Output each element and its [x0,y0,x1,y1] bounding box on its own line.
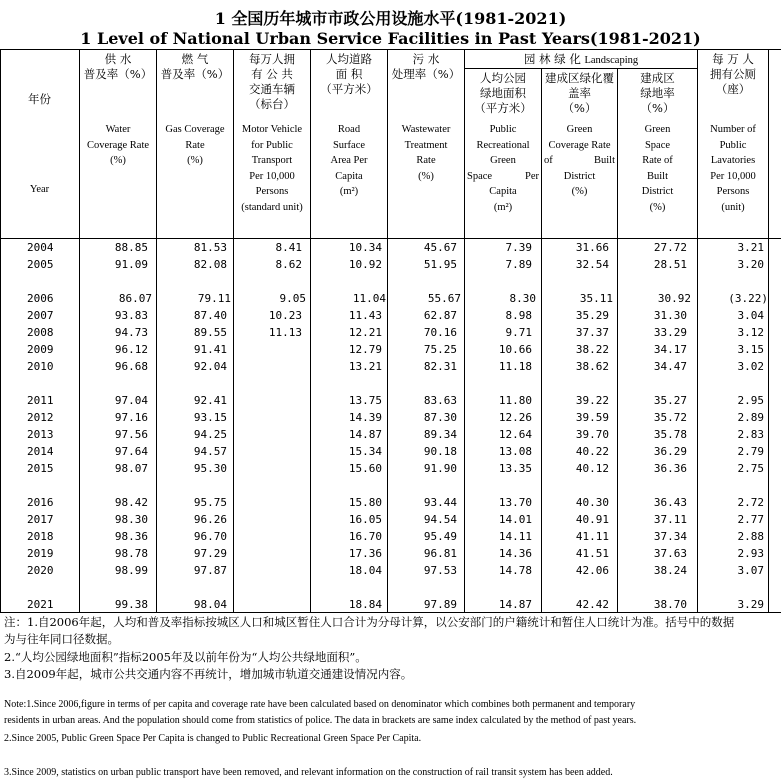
value-cell: 11.18 [498,360,532,373]
value-cell: 30.92 [657,292,691,305]
value-cell: 13.75 [348,394,382,407]
value-cell: 97.16 [114,411,148,424]
value-cell: 12.79 [348,343,382,356]
value-cell: 83.63 [423,394,457,407]
value-cell: 98.30 [114,513,148,526]
value-cell: 10.66 [498,343,532,356]
value-cell: 94.57 [193,445,227,458]
value-cell: 31.66 [575,241,609,254]
year-cell: 2005 [27,258,54,271]
value-cell: 2.75 [737,462,764,475]
header-water-cn: 供 水 普及率（%） [83,52,153,81]
value-cell: (3.22) [728,292,768,305]
value-cell: 37.63 [653,547,687,560]
value-cell: 88.85 [114,241,148,254]
note-cn-3: 3.自2009年起，城市公共交通内容不再统计，增加城市轨道交通建设情况内容。 [4,667,413,681]
value-cell: 79.11 [197,292,231,305]
value-cell: 2.88 [737,530,764,543]
value-cell: 98.99 [114,564,148,577]
value-cell: 2.93 [737,547,764,560]
header-greencov-en: Green Coverage Rate of Built District (%) [544,124,615,198]
value-cell: 8.62 [275,258,302,271]
value-cell: 37.34 [653,530,687,543]
header-gas-cn: 燃 气 普及率（%） [160,52,230,81]
year-cell: 2013 [27,428,54,441]
header-year-en: Year [29,184,50,195]
value-cell: 96.70 [193,530,227,543]
value-cell: 98.42 [114,496,148,509]
header-water-en: Water Coverage Rate (%) [86,124,150,167]
value-cell: 10.92 [348,258,382,271]
note-en-1b: residents in urban areas. And the population should come from statistics of police. The data in brackets are same index calculated by the method of past years. [4,715,637,726]
value-cell: 51.95 [423,258,457,271]
value-cell: 3.04 [737,309,764,322]
value-cell: 8.30 [509,292,536,305]
value-cell: 95.30 [193,462,227,475]
value-cell: 39.22 [575,394,609,407]
value-cell: 91.90 [423,462,457,475]
value-cell: 89.55 [193,326,227,339]
value-cell: 39.70 [575,428,609,441]
value-cell: 98.07 [114,462,148,475]
value-cell: 31.30 [653,309,687,322]
note-en-2: 2.Since 2005, Public Green Space Per Capita is changed to Public Recreational Green Space Per Capita. [4,733,422,744]
value-cell: 3.29 [737,598,764,611]
value-cell: 2.79 [737,445,764,458]
value-cell: 9.71 [505,326,532,339]
value-cell: 42.06 [575,564,609,577]
header-road-en: Road Surface Area Per Capita (m²) [330,124,368,198]
header-landscaping: 园 林 绿 化 Landscaping [523,52,639,66]
value-cell: 18.04 [348,564,382,577]
year-cell: 2007 [27,309,54,322]
value-cell: 97.64 [114,445,148,458]
value-cell: 2.77 [737,513,764,526]
value-cell: 3.12 [737,326,764,339]
title-en: 1 Level of National Urban Service Facilities in Past Years(1981-2021) [80,29,701,48]
value-cell: 89.34 [423,428,457,441]
value-cell: 81.53 [193,241,227,254]
value-cell: 14.87 [348,428,382,441]
header-park-cn: 人均公园 绿地面积 （平方米） [474,71,532,115]
value-cell: 35.72 [653,411,687,424]
value-cell: 94.73 [114,326,148,339]
value-cell: 27.72 [653,241,687,254]
value-cell: 3.15 [737,343,764,356]
header-transport-en: Motor Vehicle for Public Transport Per 10,000 Persons (standard unit) [241,124,303,213]
value-cell: 37.11 [653,513,687,526]
value-cell: 38.22 [575,343,609,356]
value-cell: 91.09 [114,258,148,271]
value-cell: 3.21 [737,241,764,254]
value-cell: 37.37 [575,326,609,339]
value-cell: 15.80 [348,496,382,509]
year-cell: 2018 [27,530,54,543]
year-cell: 2020 [27,564,54,577]
value-cell: 11.80 [498,394,532,407]
header-wastewater-en: Wastewater Treatment Rate (%) [401,124,451,182]
value-cell: 75.25 [423,343,457,356]
header-gas-en: Gas Coverage Rate (%) [165,124,225,167]
value-cell: 62.87 [423,309,457,322]
title-cn: 1 全国历年城市市政公用设施水平(1981-2021) [214,9,567,28]
value-cell: 40.22 [575,445,609,458]
value-cell: 10.34 [348,241,382,254]
value-cell: 12.64 [498,428,532,441]
value-cell: 45.67 [423,241,457,254]
value-cell: 36.43 [653,496,687,509]
header-wastewater-cn: 污 水 处理率（%） [391,52,461,81]
note-cn-1: 注：1.自2006年起，人均和普及率指标按城区人口和城区暂住人口合计为分母计算，以公安部门的户籍统计和暂住人口统计为准。括号中的数据 [4,615,735,629]
value-cell: 11.13 [268,326,302,339]
year-cell: 2009 [27,343,54,356]
value-cell: 99.38 [114,598,148,611]
value-cell: 97.89 [423,598,457,611]
value-cell: 40.12 [575,462,609,475]
value-cell: 12.26 [498,411,532,424]
note-cn-1b: 为与往年同口径数据。 [4,632,119,646]
header-greenrate-en: Green Space Rate of Built District (%) [641,124,674,213]
value-cell: 35.27 [653,394,687,407]
year-cell: 2015 [27,462,54,475]
value-cell: 92.04 [193,360,227,373]
value-cell: 39.59 [575,411,609,424]
value-cell: 2.72 [737,496,764,509]
value-cell: 16.70 [348,530,382,543]
value-cell: 96.12 [114,343,148,356]
value-cell: 3.20 [737,258,764,271]
value-cell: 95.75 [193,496,227,509]
value-cell: 97.56 [114,428,148,441]
value-cell: 16.05 [348,513,382,526]
value-cell: 87.40 [193,309,227,322]
value-cell: 97.29 [193,547,227,560]
value-cell: 7.89 [505,258,532,271]
value-cell: 41.51 [575,547,609,560]
value-cell: 90.18 [423,445,457,458]
note-cn-2: 2.“人均公园绿地面积”指标2005年及以前年份为“人均公共绿地面积”。 [4,650,367,664]
value-cell: 13.70 [498,496,532,509]
value-cell: 8.41 [275,241,302,254]
value-cell: 9.05 [279,292,306,305]
value-cell: 97.87 [193,564,227,577]
year-cell: 2014 [27,445,54,458]
value-cell: 38.24 [653,564,687,577]
value-cell: 32.54 [575,258,609,271]
value-cell: 96.68 [114,360,148,373]
header-greencov-cn: 建成区绿化覆 盖率 （%） [545,71,614,115]
value-cell: 86.07 [118,292,152,305]
value-cell: 95.49 [423,530,457,543]
value-cell: 17.36 [348,547,382,560]
value-cell: 98.78 [114,547,148,560]
value-cell: 14.39 [348,411,382,424]
value-cell: 93.83 [114,309,148,322]
value-cell: 35.11 [579,292,613,305]
year-cell: 2021 [27,598,54,611]
value-cell: 15.34 [348,445,382,458]
value-cell: 15.60 [348,462,382,475]
value-cell: 42.42 [575,598,609,611]
header-lavatory-en: Number of Public Lavatories Per 10,000 Persons (unit) [710,124,756,213]
year-cell: 2008 [27,326,54,339]
value-cell: 36.29 [653,445,687,458]
header-greenrate-cn: 建成区 绿地率 （%） [640,71,675,115]
value-cell: 35.78 [653,428,687,441]
value-cell: 70.16 [423,326,457,339]
value-cell: 10.23 [268,309,302,322]
value-cell: 12.21 [348,326,382,339]
header-lavatory-cn: 每 万 人 拥有公厕 （座） [710,52,756,96]
value-cell: 40.91 [575,513,609,526]
value-cell: 82.31 [423,360,457,373]
value-cell: 2.83 [737,428,764,441]
header-park-en: Public Recreational Green Space Per Capita (m²) [467,124,539,213]
value-cell: 11.43 [348,309,382,322]
value-cell: 33.29 [653,326,687,339]
value-cell: 98.36 [114,530,148,543]
year-cell: 2012 [27,411,54,424]
value-cell: 35.29 [575,309,609,322]
value-cell: 55.67 [427,292,461,305]
value-cell: 14.01 [498,513,532,526]
value-cell: 40.30 [575,496,609,509]
value-cell: 34.17 [653,343,687,356]
value-cell: 38.62 [575,360,609,373]
value-cell: 13.21 [348,360,382,373]
year-cell: 2016 [27,496,54,509]
value-cell: 13.35 [498,462,532,475]
value-cell: 82.08 [193,258,227,271]
value-cell: 92.41 [193,394,227,407]
value-cell: 96.26 [193,513,227,526]
value-cell: 94.54 [423,513,457,526]
value-cell: 97.53 [423,564,457,577]
value-cell: 93.44 [423,496,457,509]
value-cell: 97.04 [114,394,148,407]
year-cell: 2006 [27,292,54,305]
value-cell: 41.11 [575,530,609,543]
header-transport-cn: 每万人拥 有 公 共 交通车辆 （标台） [249,52,295,111]
year-cell: 2011 [27,394,54,407]
value-cell: 38.70 [653,598,687,611]
value-cell: 13.08 [498,445,532,458]
year-cell: 2004 [27,241,54,254]
value-cell: 3.07 [737,564,764,577]
value-cell: 14.78 [498,564,532,577]
year-cell: 2010 [27,360,54,373]
value-cell: 14.36 [498,547,532,560]
value-cell: 18.84 [348,598,382,611]
value-cell: 93.15 [193,411,227,424]
value-cell: 2.95 [737,394,764,407]
note-en-1: Note:1.Since 2006,figure in terms of per capita and coverage rate have been calculated based on denominator which combines both permanent and temporary [4,699,636,710]
value-cell: 96.81 [423,547,457,560]
value-cell: 3.02 [737,360,764,373]
value-cell: 8.98 [505,309,532,322]
year-cell: 2017 [27,513,54,526]
value-cell: 94.25 [193,428,227,441]
year-cell: 2019 [27,547,54,560]
header-road-cn: 人均道路 面 积 （平方米） [320,52,378,96]
value-cell: 28.51 [653,258,687,271]
value-cell: 14.87 [498,598,532,611]
header-year-cn: 年份 [28,92,51,106]
value-cell: 11.04 [352,292,386,305]
value-cell: 87.30 [423,411,457,424]
note-en-3: 3.Since 2009, statistics on urban public transport have been removed, and relevant information on the construction of rail transit system has been added. [4,767,613,778]
value-cell: 2.89 [737,411,764,424]
value-cell: 98.04 [193,598,227,611]
value-cell: 34.47 [653,360,687,373]
value-cell: 14.11 [498,530,532,543]
value-cell: 91.41 [193,343,227,356]
value-cell: 7.39 [505,241,532,254]
value-cell: 36.36 [653,462,687,475]
